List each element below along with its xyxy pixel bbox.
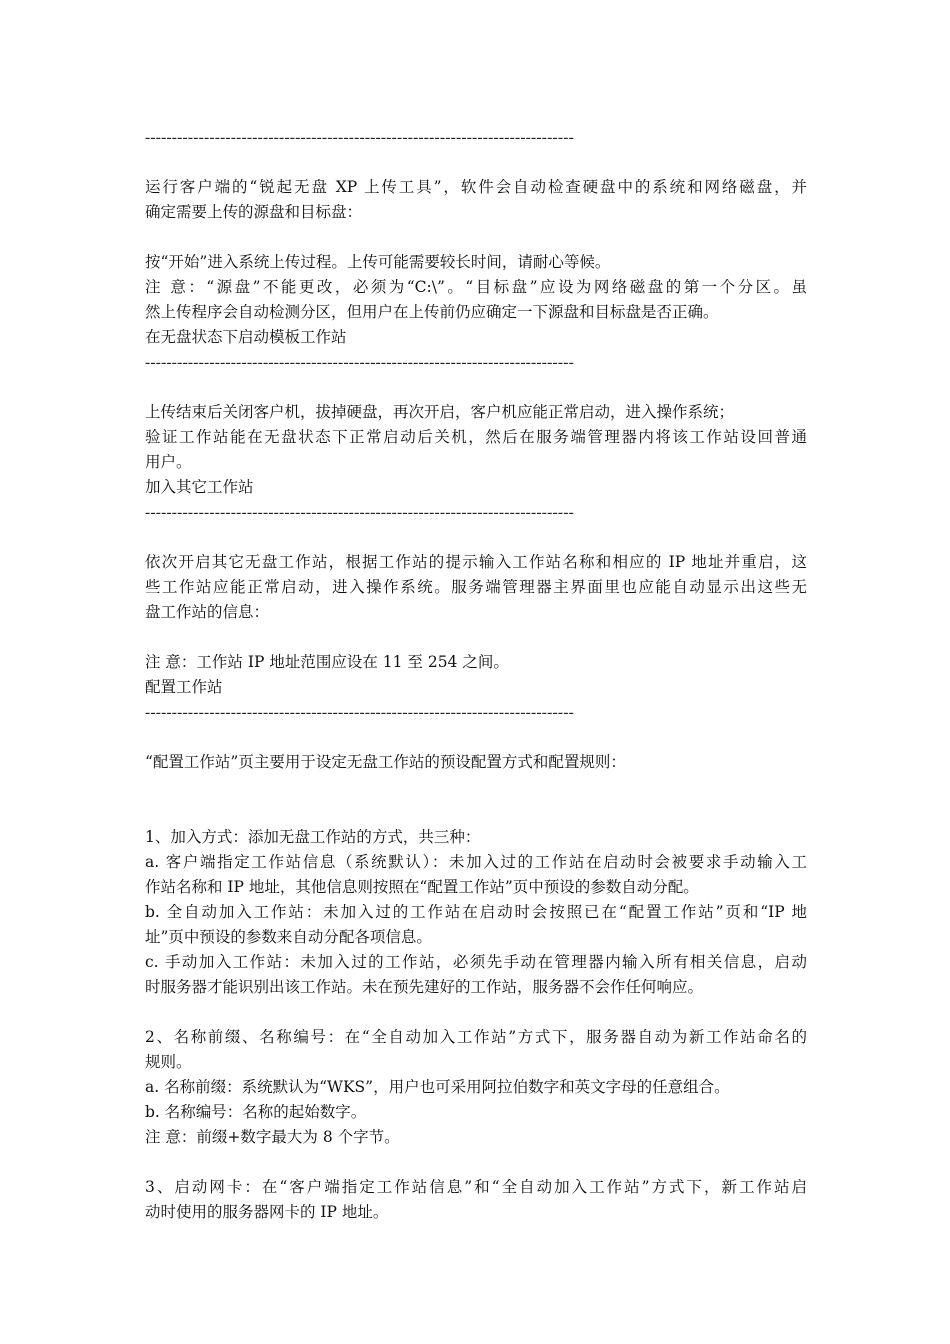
section-heading: 加入其它工作站: [145, 478, 254, 496]
paragraph: [145, 950, 807, 1000]
paragraph: [145, 750, 807, 775]
blank-line: [145, 1150, 807, 1175]
paragraph: [145, 900, 807, 950]
dashed-separator: --------------------------------------------------------------------------------: [145, 129, 574, 146]
section-heading: 在无盘状态下启动模板工作站: [145, 328, 347, 346]
paragraph-line: 动时使用的服务器网卡的 IP 地址。: [145, 1203, 389, 1221]
paragraph: [145, 250, 807, 275]
paragraph-line: 3、启动网卡：在“客户端指定工作站信息”和“全自动加入工作站”方式下，新工作站启: [145, 1178, 807, 1196]
paragraph-line: 上传结束后关闭客户机，拔掉硬盘，再次开启，客户机应能正常启动，进入操作系统；: [145, 403, 735, 421]
paragraph-line: 按“开始”进入系统上传过程。上传可能需要较长时间，请耐心等候。: [145, 253, 611, 271]
paragraph-line: 址”页中预设的参数来自动分配各项信息。: [145, 928, 432, 946]
paragraph-line: 确定需要上传的源盘和目标盘：: [145, 203, 363, 221]
paragraph: [145, 1125, 807, 1150]
paragraph-line: 然上传程序会自动检测分区，但用户在上传前仍应确定一下源盘和目标盘是否正确。: [145, 303, 719, 321]
paragraph-line: c. 手动加入工作站：未加入过的工作站，必须先手动在管理器内输入所有相关信息，启动: [145, 953, 807, 971]
paragraph: [145, 1175, 807, 1225]
paragraph: [145, 825, 807, 850]
paragraph-line: b. 名称编号：名称的起始数字。: [145, 1103, 367, 1121]
blank-line: [145, 375, 807, 400]
paragraph: [145, 425, 807, 475]
paragraph: [145, 175, 807, 225]
blank-line: [145, 225, 807, 250]
paragraph-line: 规则。: [145, 1053, 192, 1071]
blank-line: [145, 150, 807, 175]
dashed-separator: --------------------------------------------------------------------------------: [145, 504, 574, 521]
paragraph-line: “配置工作站”页主要用于设定无盘工作站的预设配置方式和配置规则：: [145, 753, 626, 771]
dashed-separator: --------------------------------------------------------------------------------: [145, 354, 574, 371]
paragraph-line: b. 全自动加入工作站：未加入过的工作站在启动时会按照已在“配置工作站”页和“IP 地: [145, 903, 807, 921]
paragraph: [145, 1100, 807, 1125]
paragraph-line: 时服务器才能识别出该工作站。未在预先建好的工作站，服务器不会作任何响应。: [145, 978, 704, 996]
dashed-separator: --------------------------------------------------------------------------------: [145, 704, 574, 721]
blank-line: [145, 775, 807, 825]
paragraph: [145, 850, 807, 900]
paragraph-line: 验证工作站能在无盘状态下正常启动后关机，然后在服务端管理器内将该工作站设回普通: [145, 428, 807, 446]
paragraph-line: 些工作站应能正常启动，进入操作系统。服务端管理器主界面里也应能自动显示出这些无: [145, 578, 807, 596]
paragraph: [145, 275, 807, 325]
paragraph-line: 注 意：前缀+数字最大为 8 个字节。: [145, 1128, 400, 1146]
paragraph: [145, 1025, 807, 1075]
paragraph-line: 盘工作站的信息：: [145, 603, 270, 621]
paragraph-line: 2、名称前缀、名称编号：在“全自动加入工作站”方式下，服务器自动为新工作站命名的: [145, 1028, 807, 1046]
document-body: [145, 125, 807, 1225]
paragraph-line: 作站名称和 IP 地址，其他信息则按照在“配置工作站”页中预设的参数自动分配。: [145, 878, 699, 896]
blank-line: [145, 725, 807, 750]
blank-line: [145, 525, 807, 550]
paragraph-line: 运行客户端的“锐起无盘 XP 上传工具”，软件会自动检查硬盘中的系统和网络磁盘，并: [145, 178, 807, 196]
paragraph-line: 1、加入方式：添加无盘工作站的方式，共三种：: [145, 828, 481, 846]
paragraph-line: 依次开启其它无盘工作站，根据工作站的提示输入工作站名称和相应的 IP 地址并重启，这: [145, 553, 807, 571]
paragraph-line: 注 意：“源盘”不能更改，必须为“C:\”。“目标盘”应设为网络磁盘的第一个分区。虽: [145, 278, 807, 296]
paragraph-line: a. 客户端指定工作站信息（系统默认）：未加入过的工作站在启动时会被要求手动输入工: [145, 853, 807, 871]
paragraph: [145, 650, 807, 675]
section-heading: 配置工作站: [145, 678, 223, 696]
paragraph: [145, 550, 807, 625]
paragraph-line: 用户。: [145, 453, 192, 471]
paragraph: [145, 400, 807, 425]
paragraph-line: 注 意：工作站 IP 地址范围应设在 11 至 254 之间。: [145, 653, 509, 671]
paragraph: [145, 1075, 807, 1100]
blank-line: [145, 1000, 807, 1025]
paragraph-line: a. 名称前缀：系统默认为“WKS”，用户也可采用阿拉伯数字和英文字母的任意组合。: [145, 1078, 730, 1096]
blank-line: [145, 625, 807, 650]
